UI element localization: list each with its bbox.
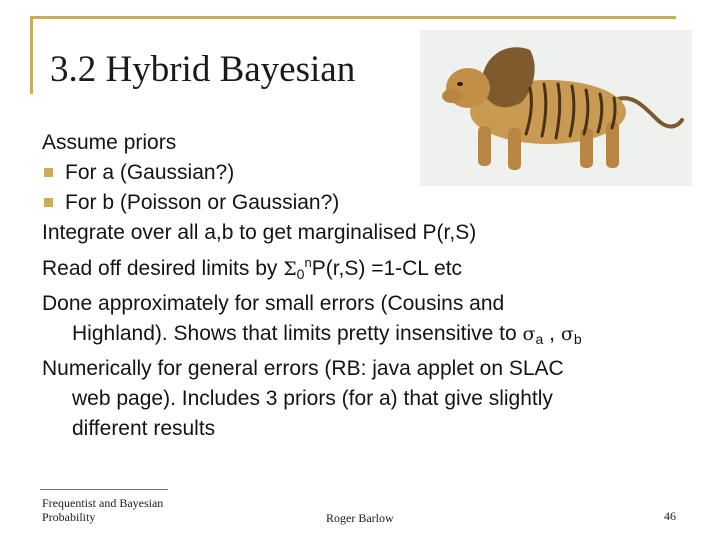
text-segment: P(r,S) =1-CL etc: [311, 257, 463, 280]
title-frame-top-rule: [32, 16, 676, 19]
footer-divider: [40, 489, 168, 490]
bullet-text: For a (Gaussian?): [65, 161, 235, 184]
subscript: b: [573, 331, 582, 347]
body-line-highland: [42, 319, 702, 354]
text-segment: Read off desired limits by: [42, 257, 284, 280]
footer-author: Roger Barlow: [326, 511, 394, 525]
body-line-integrate: Integrate over all a,b to get marginalised P(r,S): [42, 221, 477, 244]
slide-body: [42, 128, 702, 444]
sigma-symbol: σ: [522, 323, 536, 345]
page-number: 46: [664, 509, 676, 523]
text-segment: Highland). Shows that limits pretty insensitive to: [72, 322, 523, 345]
superscript: n: [304, 255, 312, 270]
footer-left-line: Probability: [42, 510, 96, 524]
slide-title: 3.2 Hybrid Bayesian: [50, 49, 356, 90]
body-line-read-off-limits: [42, 248, 702, 289]
body-line-done-approximately: Done approximately for small errors (Cousins and: [42, 292, 505, 315]
body-line-different-results: different results: [72, 417, 216, 440]
square-bullet-icon: [44, 168, 53, 177]
subscript: 0: [296, 266, 305, 282]
body-line-assume-priors: Assume priors: [42, 131, 177, 154]
sigma-symbol: σ: [560, 323, 574, 345]
square-bullet-icon: [44, 198, 53, 207]
bullet-text: For b (Poisson or Gaussian?): [65, 191, 340, 214]
footer-left-line: Frequentist and Bayesian: [42, 496, 164, 510]
body-line-numerically: Numerically for general errors (RB: java applet on SLAC: [42, 357, 564, 380]
sigma-symbol: Σ: [283, 258, 297, 280]
body-line-web-page: web page). Includes 3 priors (for a) that give slightly: [72, 387, 553, 410]
bullet-item-prior-b: [42, 188, 702, 218]
bullet-item-prior-a: [42, 158, 702, 188]
text-segment: ,: [543, 322, 561, 345]
footer-left: [42, 496, 163, 524]
subscript: a: [535, 331, 544, 347]
title-frame-left-rule: [30, 16, 33, 94]
